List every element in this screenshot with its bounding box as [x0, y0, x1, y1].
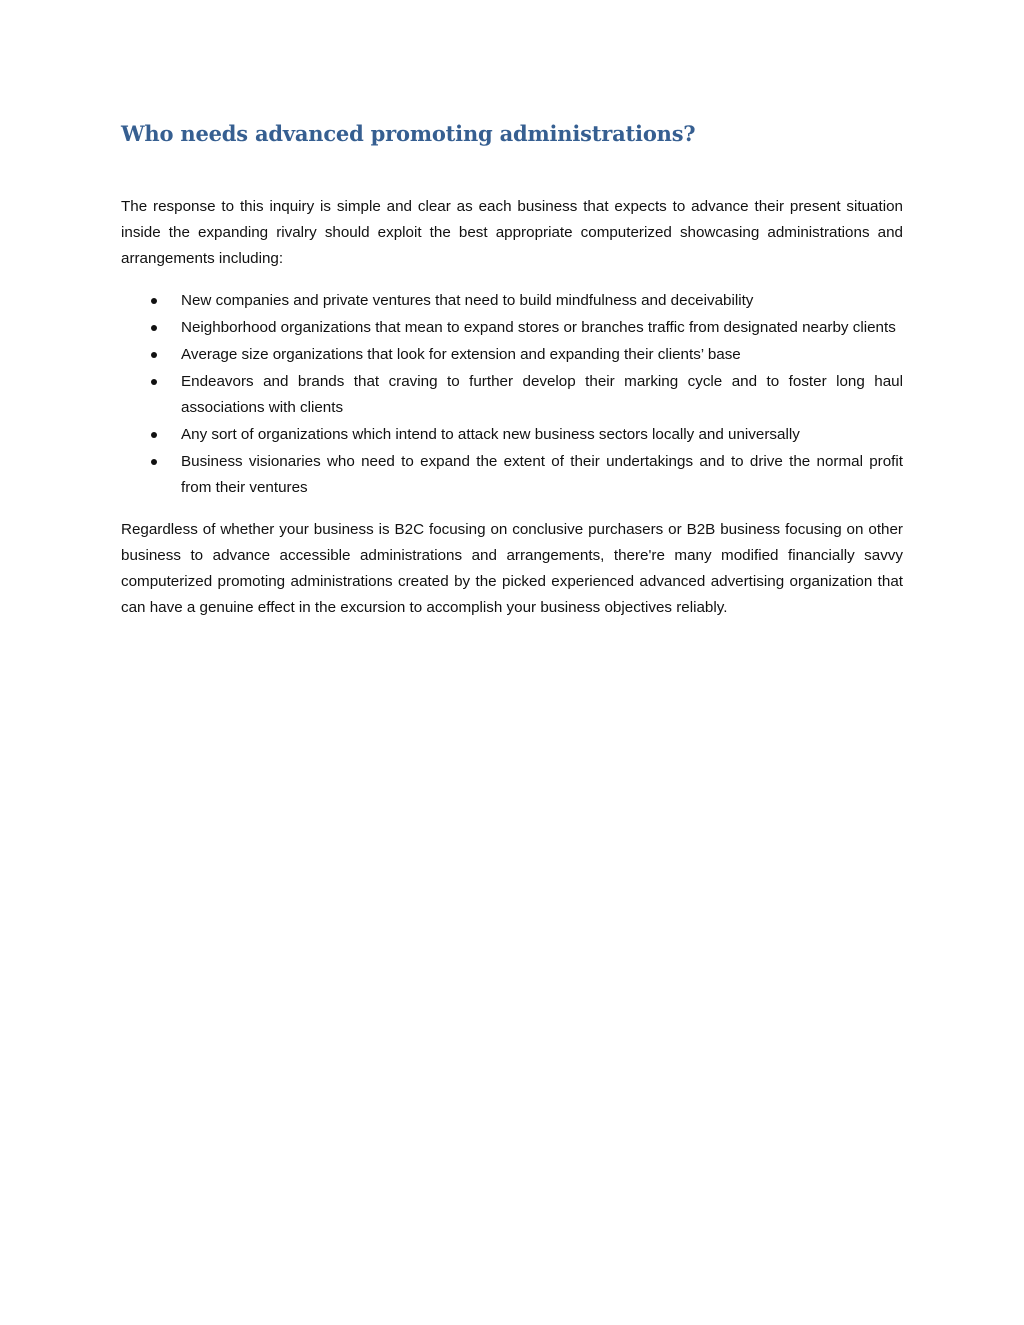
bullet-icon [151, 379, 157, 385]
document-body [121, 118, 903, 621]
list-item [121, 449, 903, 501]
bullet-list [121, 288, 903, 501]
list-item [121, 342, 903, 368]
list-item-text: Endeavors and brands that craving to further develop their marking cycle and to foster long haul associations with clients [181, 373, 903, 416]
list-item-text: Business visionaries who need to expand the extent of their undertakings and to drive the normal profit from their ventures [181, 453, 903, 496]
list-item-text: Neighborhood organizations that mean to expand stores or branches traffic from designated nearby clients [181, 319, 896, 336]
bullet-icon [151, 459, 157, 465]
bullet-icon [151, 432, 157, 438]
bullet-icon [151, 298, 157, 304]
list-item [121, 288, 903, 314]
list-item [121, 369, 903, 421]
closing-paragraph: Regardless of whether your business is B2C focusing on conclusive purchasers or B2B business focusing on other business to advance accessible administrations and arrangements, there're many modified financially savvy computerized promoting administrations created by the picked experienced advanced advertising organization that can have a genuine effect in the excursion to accomplish your business objectives reliably. [121, 521, 903, 616]
list-item [121, 422, 903, 448]
list-item-text: Any sort of organizations which intend to attack new business sectors locally and universally [181, 426, 800, 443]
intro-paragraph: The response to this inquiry is simple and clear as each business that expects to advance their present situation inside the expanding rivalry should exploit the best appropriate computerized showcasing administrations and arrangements including: [121, 198, 903, 267]
bullet-icon [151, 352, 157, 358]
bullet-icon [151, 325, 157, 331]
list-item [121, 315, 903, 341]
list-item-text: New companies and private ventures that need to build mindfulness and deceivability [181, 292, 754, 309]
page-title: Who needs advanced promoting administrations? [121, 121, 696, 146]
list-item-text: Average size organizations that look for extension and expanding their clients’ base [181, 346, 741, 363]
